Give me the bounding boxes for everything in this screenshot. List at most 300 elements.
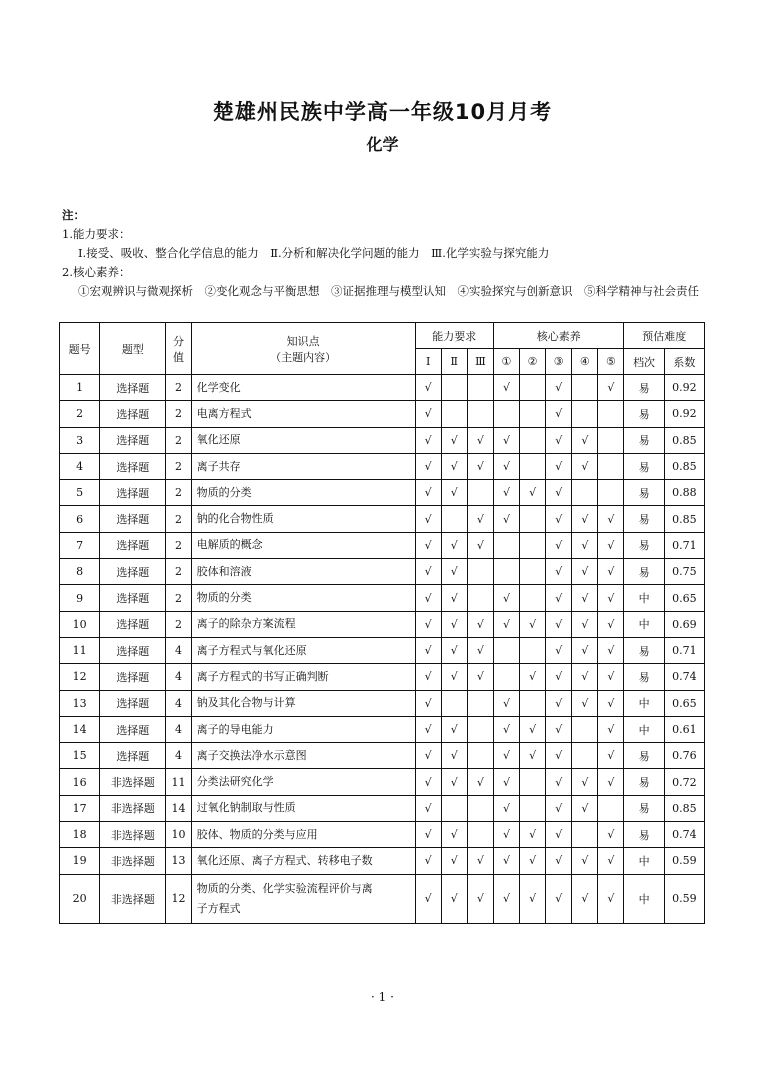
cell-check: √ <box>467 769 493 795</box>
cell-score: 4 <box>166 664 191 690</box>
header-topic-top: 知识点 <box>286 334 320 348</box>
cell-check: √ <box>415 822 441 848</box>
cell-check: √ <box>441 769 467 795</box>
cell-check <box>572 480 598 506</box>
cell-check: √ <box>415 690 441 716</box>
cell-check <box>572 822 598 848</box>
cell-topic: 物质的分类 <box>191 480 415 506</box>
cell-check: √ <box>572 532 598 558</box>
cell-topic: 钠的化合物性质 <box>191 506 415 532</box>
cell-check: √ <box>598 716 624 742</box>
cell-check <box>467 480 493 506</box>
cell-check: √ <box>546 559 572 585</box>
cell-check: √ <box>546 848 572 874</box>
cell-topic: 钠及其化合物与计算 <box>191 690 415 716</box>
table-row <box>60 716 705 742</box>
cell-no: 5 <box>60 480 100 506</box>
cell-level: 易 <box>624 453 664 479</box>
cell-check: √ <box>467 848 493 874</box>
cell-check <box>493 401 519 427</box>
table-row <box>60 480 705 506</box>
cell-check: √ <box>572 769 598 795</box>
cell-check <box>493 559 519 585</box>
cell-check: √ <box>598 822 624 848</box>
cell-check: √ <box>467 453 493 479</box>
cell-check: √ <box>572 559 598 585</box>
cell-topic-line1: 物质的分类、化学实验流程评价与离 <box>196 881 373 895</box>
cell-topic: 离子的导电能力 <box>191 716 415 742</box>
cell-check: √ <box>415 401 441 427</box>
cell-check <box>598 480 624 506</box>
cell-level: 易 <box>624 532 664 558</box>
cell-check: √ <box>598 611 624 637</box>
cell-level: 易 <box>624 664 664 690</box>
cell-coef: 0.76 <box>664 743 704 769</box>
header-level: 档次 <box>624 349 664 375</box>
cell-type: 选择题 <box>100 480 166 506</box>
cell-check: √ <box>520 664 546 690</box>
cell-check: √ <box>598 664 624 690</box>
cell-check: √ <box>441 716 467 742</box>
table-row <box>60 375 705 401</box>
header-ability-1: Ⅰ <box>415 349 441 375</box>
cell-check: √ <box>415 559 441 585</box>
cell-check: √ <box>572 664 598 690</box>
cell-no: 4 <box>60 453 100 479</box>
cell-topic: 离子交换法净水示意图 <box>191 743 415 769</box>
cell-check <box>520 795 546 821</box>
cell-check: √ <box>415 453 441 479</box>
cell-score: 14 <box>166 795 191 821</box>
cell-check: √ <box>572 690 598 716</box>
cell-check <box>441 375 467 401</box>
notes-section <box>62 206 712 301</box>
cell-check: √ <box>546 664 572 690</box>
cell-check <box>467 559 493 585</box>
cell-check: √ <box>598 874 624 923</box>
cell-check: √ <box>441 453 467 479</box>
cell-check <box>598 453 624 479</box>
cell-type: 选择题 <box>100 532 166 558</box>
cell-check: √ <box>441 480 467 506</box>
cell-level: 易 <box>624 637 664 663</box>
cell-check <box>520 637 546 663</box>
cell-score: 4 <box>166 637 191 663</box>
cell-check <box>467 822 493 848</box>
table-row <box>60 611 705 637</box>
cell-check <box>467 743 493 769</box>
cell-no: 7 <box>60 532 100 558</box>
cell-no: 11 <box>60 637 100 663</box>
cell-check: √ <box>415 795 441 821</box>
cell-check: √ <box>546 506 572 532</box>
cell-coef: 0.69 <box>664 611 704 637</box>
cell-topic: 离子方程式的书写正确判断 <box>191 664 415 690</box>
cell-type: 选择题 <box>100 401 166 427</box>
cell-check: √ <box>493 611 519 637</box>
cell-check: √ <box>598 769 624 795</box>
cell-coef: 0.72 <box>664 769 704 795</box>
cell-check: √ <box>467 506 493 532</box>
cell-coef: 0.65 <box>664 585 704 611</box>
header-score-bottom: 值 <box>173 350 185 364</box>
cell-no: 1 <box>60 375 100 401</box>
table-row <box>60 874 705 923</box>
cell-check: √ <box>415 769 441 795</box>
cell-check: √ <box>441 611 467 637</box>
cell-no: 17 <box>60 795 100 821</box>
cell-score: 2 <box>166 401 191 427</box>
table-row <box>60 506 705 532</box>
header-ability-3: Ⅲ <box>467 349 493 375</box>
table-row <box>60 664 705 690</box>
cell-no: 19 <box>60 848 100 874</box>
table-row <box>60 453 705 479</box>
cell-check: √ <box>493 480 519 506</box>
cell-check <box>598 401 624 427</box>
cell-topic: 分类法研究化学 <box>191 769 415 795</box>
cell-score: 13 <box>166 848 191 874</box>
header-difficulty: 预估难度 <box>624 323 705 349</box>
notes-label: 注： <box>62 208 85 222</box>
cell-check: √ <box>598 690 624 716</box>
cell-check: √ <box>467 874 493 923</box>
cell-score: 2 <box>166 559 191 585</box>
cell-check <box>520 559 546 585</box>
cell-check <box>520 690 546 716</box>
cell-check <box>467 690 493 716</box>
cell-check: √ <box>441 427 467 453</box>
cell-check: √ <box>572 795 598 821</box>
cell-type: 选择题 <box>100 611 166 637</box>
cell-level: 中 <box>624 690 664 716</box>
cell-check <box>467 375 493 401</box>
cell-level: 易 <box>624 427 664 453</box>
cell-no: 18 <box>60 822 100 848</box>
cell-no: 13 <box>60 690 100 716</box>
cell-topic: 物质的分类 <box>191 585 415 611</box>
page-title: 楚雄州民族中学高一年级10月月考 <box>212 100 553 124</box>
cell-type: 非选择题 <box>100 769 166 795</box>
cell-type: 选择题 <box>100 743 166 769</box>
cell-check: √ <box>467 637 493 663</box>
cell-no: 12 <box>60 664 100 690</box>
cell-no: 14 <box>60 716 100 742</box>
cell-check: √ <box>467 427 493 453</box>
header-no: 题号 <box>60 323 100 375</box>
cell-coef: 0.85 <box>664 427 704 453</box>
cell-score: 4 <box>166 743 191 769</box>
cell-score: 2 <box>166 506 191 532</box>
table-body <box>60 375 705 924</box>
table-row <box>60 559 705 585</box>
cell-coef: 0.59 <box>664 848 704 874</box>
cell-check: √ <box>441 559 467 585</box>
cell-check: √ <box>415 611 441 637</box>
cell-score: 4 <box>166 690 191 716</box>
table-row <box>60 690 705 716</box>
header-core-5: ⑤ <box>598 349 624 375</box>
cell-check: √ <box>493 848 519 874</box>
cell-score: 2 <box>166 480 191 506</box>
cell-topic: 氧化还原 <box>191 427 415 453</box>
cell-score: 2 <box>166 375 191 401</box>
table-row <box>60 401 705 427</box>
cell-check: √ <box>520 848 546 874</box>
cell-type: 选择题 <box>100 375 166 401</box>
header-score-top: 分 <box>173 334 185 348</box>
header-core-4: ④ <box>572 349 598 375</box>
header-topic <box>191 323 415 375</box>
cell-check: √ <box>415 427 441 453</box>
cell-check <box>598 427 624 453</box>
cell-check <box>572 743 598 769</box>
cell-check: √ <box>598 506 624 532</box>
cell-check: √ <box>493 690 519 716</box>
cell-check: √ <box>598 585 624 611</box>
cell-check: √ <box>493 743 519 769</box>
cell-level: 易 <box>624 375 664 401</box>
cell-check <box>520 375 546 401</box>
cell-check <box>467 795 493 821</box>
cell-topic: 电离方程式 <box>191 401 415 427</box>
cell-check <box>441 795 467 821</box>
cell-check <box>441 401 467 427</box>
cell-level: 中 <box>624 716 664 742</box>
cell-check: √ <box>546 585 572 611</box>
cell-check <box>441 506 467 532</box>
cell-check: √ <box>415 848 441 874</box>
cell-level: 易 <box>624 506 664 532</box>
cell-check <box>467 401 493 427</box>
cell-check <box>572 716 598 742</box>
header-ability: 能力要求 <box>415 323 493 349</box>
cell-check: √ <box>572 611 598 637</box>
cell-coef: 0.85 <box>664 795 704 821</box>
cell-check: √ <box>441 743 467 769</box>
cell-check: √ <box>598 375 624 401</box>
cell-type: 选择题 <box>100 664 166 690</box>
cell-check <box>493 664 519 690</box>
cell-score: 2 <box>166 453 191 479</box>
cell-level: 中 <box>624 874 664 923</box>
cell-check: √ <box>546 795 572 821</box>
cell-coef: 0.75 <box>664 559 704 585</box>
cell-no: 3 <box>60 427 100 453</box>
cell-coef: 0.85 <box>664 506 704 532</box>
cell-score: 4 <box>166 716 191 742</box>
cell-coef: 0.92 <box>664 401 704 427</box>
cell-coef: 0.61 <box>664 716 704 742</box>
cell-check: √ <box>546 716 572 742</box>
notes-item2: 2.核心素养： <box>62 265 131 279</box>
cell-check: √ <box>493 585 519 611</box>
cell-type: 选择题 <box>100 506 166 532</box>
cell-check: √ <box>415 585 441 611</box>
table-row <box>60 769 705 795</box>
header-score <box>166 323 191 375</box>
cell-check <box>520 532 546 558</box>
cell-coef: 0.88 <box>664 480 704 506</box>
cell-no: 16 <box>60 769 100 795</box>
cell-check: √ <box>520 611 546 637</box>
cell-score: 2 <box>166 611 191 637</box>
cell-check: √ <box>546 375 572 401</box>
cell-type: 非选择题 <box>100 795 166 821</box>
header-core: 核心素养 <box>493 323 624 349</box>
cell-topic: 氧化还原、离子方程式、转移电子数 <box>191 848 415 874</box>
cell-check <box>520 427 546 453</box>
cell-check <box>598 795 624 821</box>
cell-no: 10 <box>60 611 100 637</box>
cell-coef: 0.92 <box>664 375 704 401</box>
cell-check: √ <box>546 637 572 663</box>
cell-check: √ <box>493 506 519 532</box>
cell-no: 2 <box>60 401 100 427</box>
table-row <box>60 637 705 663</box>
cell-check: √ <box>493 453 519 479</box>
cell-level: 易 <box>624 822 664 848</box>
cell-check: √ <box>415 874 441 923</box>
cell-topic: 化学变化 <box>191 375 415 401</box>
subject-title: 化学 <box>366 135 399 154</box>
table-row <box>60 848 705 874</box>
cell-check <box>520 453 546 479</box>
cell-score: 10 <box>166 822 191 848</box>
cell-check: √ <box>546 874 572 923</box>
cell-check: √ <box>415 506 441 532</box>
cell-type: 非选择题 <box>100 874 166 923</box>
cell-topic: 离子方程式与氧化还原 <box>191 637 415 663</box>
cell-check: √ <box>598 637 624 663</box>
cell-type: 选择题 <box>100 453 166 479</box>
cell-no: 20 <box>60 874 100 923</box>
cell-score: 12 <box>166 874 191 923</box>
cell-topic <box>191 874 415 923</box>
cell-check: √ <box>493 716 519 742</box>
table-row <box>60 822 705 848</box>
cell-check: √ <box>572 637 598 663</box>
cell-check: √ <box>546 427 572 453</box>
cell-type: 选择题 <box>100 427 166 453</box>
cell-score: 2 <box>166 585 191 611</box>
cell-check: √ <box>546 769 572 795</box>
cell-coef: 0.59 <box>664 874 704 923</box>
cell-check: √ <box>415 637 441 663</box>
cell-check: √ <box>493 427 519 453</box>
cell-no: 8 <box>60 559 100 585</box>
cell-check: √ <box>441 664 467 690</box>
cell-check: √ <box>441 822 467 848</box>
cell-check <box>467 716 493 742</box>
cell-check: √ <box>441 585 467 611</box>
cell-level: 易 <box>624 743 664 769</box>
cell-check: √ <box>546 453 572 479</box>
cell-level: 易 <box>624 559 664 585</box>
cell-coef: 0.65 <box>664 690 704 716</box>
cell-level: 中 <box>624 848 664 874</box>
cell-check: √ <box>467 664 493 690</box>
cell-type: 选择题 <box>100 585 166 611</box>
cell-check: √ <box>520 480 546 506</box>
cell-check: √ <box>415 532 441 558</box>
cell-check: √ <box>467 532 493 558</box>
cell-score: 2 <box>166 427 191 453</box>
cell-check: √ <box>598 848 624 874</box>
cell-check: √ <box>520 716 546 742</box>
cell-check: √ <box>572 453 598 479</box>
cell-coef: 0.74 <box>664 664 704 690</box>
cell-level: 易 <box>624 480 664 506</box>
cell-topic: 电解质的概念 <box>191 532 415 558</box>
header-core-3: ③ <box>546 349 572 375</box>
cell-check: √ <box>546 532 572 558</box>
cell-check: √ <box>546 401 572 427</box>
table-row <box>60 795 705 821</box>
page-number: · 1 · <box>371 990 394 1004</box>
cell-check <box>493 637 519 663</box>
cell-topic: 离子共存 <box>191 453 415 479</box>
cell-check: √ <box>598 559 624 585</box>
cell-type: 选择题 <box>100 559 166 585</box>
exam-analysis-table <box>59 322 705 924</box>
cell-check <box>520 769 546 795</box>
cell-check <box>441 690 467 716</box>
table-row <box>60 532 705 558</box>
header-ability-2: Ⅱ <box>441 349 467 375</box>
cell-type: 非选择题 <box>100 848 166 874</box>
cell-no: 9 <box>60 585 100 611</box>
cell-check <box>572 401 598 427</box>
header-core-2: ② <box>520 349 546 375</box>
cell-check: √ <box>546 822 572 848</box>
cell-check: √ <box>598 743 624 769</box>
cell-type: 选择题 <box>100 690 166 716</box>
cell-check: √ <box>572 848 598 874</box>
notes-item1: 1.能力要求： <box>62 227 131 241</box>
cell-type: 选择题 <box>100 637 166 663</box>
cell-topic: 胶体和溶液 <box>191 559 415 585</box>
header-coef: 系数 <box>664 349 704 375</box>
cell-check: √ <box>415 716 441 742</box>
cell-check: √ <box>493 822 519 848</box>
cell-level: 中 <box>624 585 664 611</box>
table-row <box>60 585 705 611</box>
cell-check: √ <box>441 874 467 923</box>
cell-topic: 胶体、物质的分类与应用 <box>191 822 415 848</box>
cell-topic: 离子的除杂方案流程 <box>191 611 415 637</box>
header-type: 题型 <box>100 323 166 375</box>
notes-item1-detail: Ⅰ.接受、吸收、整合化学信息的能力 Ⅱ.分析和解决化学问题的能力 Ⅲ.化学实验与探究能力 <box>78 246 550 260</box>
cell-type: 选择题 <box>100 716 166 742</box>
cell-check: √ <box>546 611 572 637</box>
notes-item2-detail: ①宏观辨识与微观探析 ②变化观念与平衡思想 ③证据推理与模型认知 ④实验探究与创新意识 ⑤科学精神与社会责任 <box>78 284 699 298</box>
cell-check: √ <box>441 848 467 874</box>
cell-check: √ <box>546 690 572 716</box>
cell-check: √ <box>415 664 441 690</box>
cell-check: √ <box>441 532 467 558</box>
cell-check: √ <box>520 822 546 848</box>
cell-check: √ <box>572 874 598 923</box>
cell-check <box>467 585 493 611</box>
cell-topic: 过氧化钠制取与性质 <box>191 795 415 821</box>
cell-type: 非选择题 <box>100 822 166 848</box>
header-core-1: ① <box>493 349 519 375</box>
cell-check: √ <box>415 743 441 769</box>
cell-coef: 0.71 <box>664 637 704 663</box>
cell-score: 2 <box>166 532 191 558</box>
cell-check: √ <box>467 611 493 637</box>
